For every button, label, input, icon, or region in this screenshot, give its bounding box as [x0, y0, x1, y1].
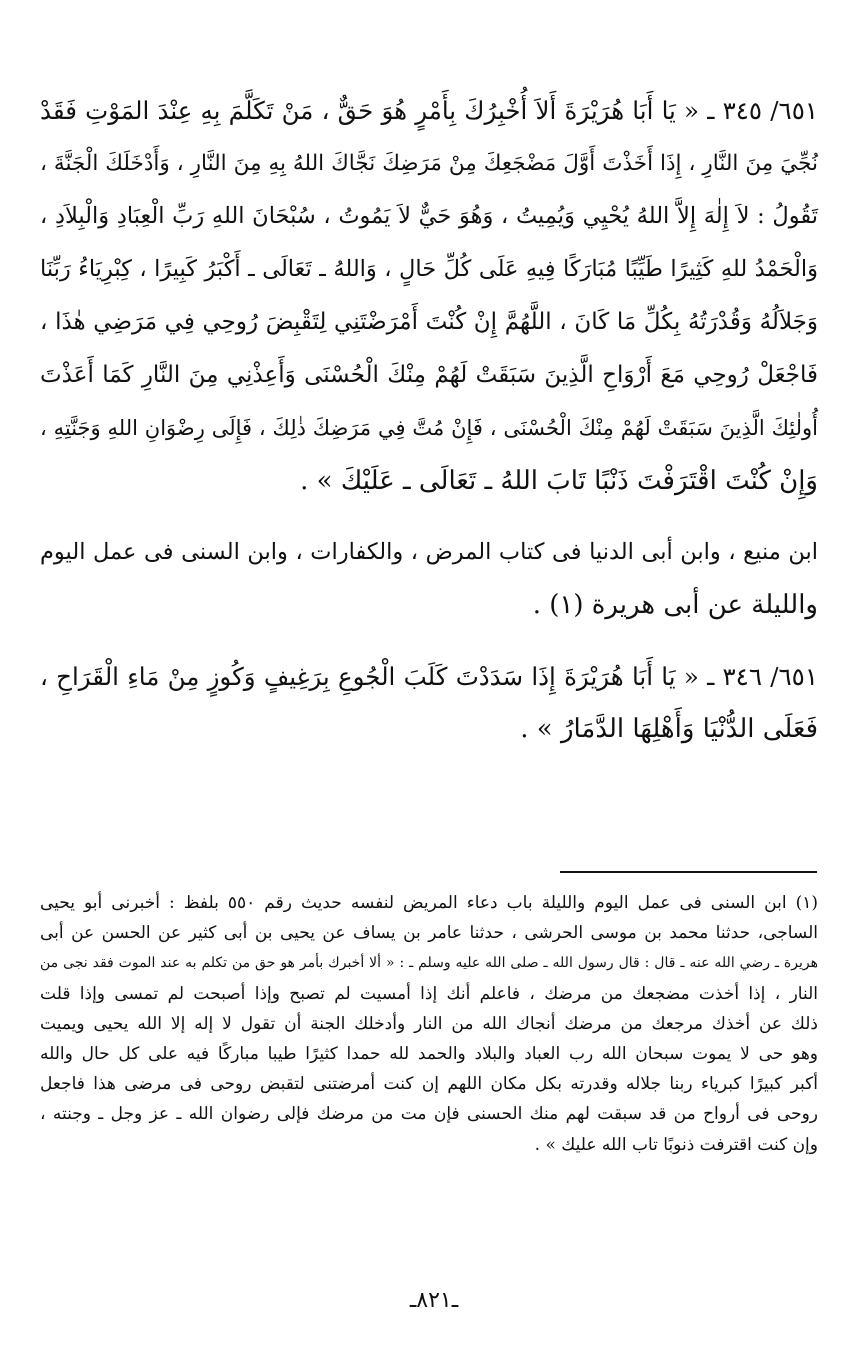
hadith-345: [40, 84, 818, 508]
source-attribution: [40, 526, 818, 632]
footnote-line: هريرة ـ رضي الله عنه ـ قال : قال رسول الله ـ صلى الله عليه وسلم ـ : « ألا أخبرك بأمر هو حق من تكلم به عند الموت فقد نجى من: [40, 955, 818, 972]
footnote-line: وإن كنت اقترفت ذنوبًا تاب الله عليك » .: [534, 1134, 818, 1155]
text-line: نُجِّيَ مِنَ النَّارِ ، إِذَا أَخَذْتَ أَوَّلَ مَضْجَعِكَ مِنْ مَرَضِكَ نَجَّاكَ اللهُ بِهِ مِنَ النَّارِ ، وَأَدْخَلَكَ الْجَنَّةَ ،: [40, 151, 818, 176]
footnote-divider: [560, 871, 817, 873]
text-line: وَالْحَمْدُ للهِ كَثِيرًا طَيِّبًا مُبَارَكًا فِيهِ عَلَى كُلِّ حَالٍ ، وَاللهُ ـ تَعَالَى ـ أَكْبَرُ كَبِيرًا ، كِبْرِيَاءُ رَبِّنَا: [40, 256, 818, 282]
footnote-line: الساجى، حدثنا محمد بن موسى الحرشى ، حدثنا عامر بن يساف عن يحيى بن أبى كثير عن الحسن عن أبى: [40, 923, 818, 944]
footnote-line: النار ، إذا أخذت مضجعك من مرضك ، فاعلم أنك إذا أمسيت لم تصبح وإذا أصبحت لم تمسى وإذا قلت: [40, 983, 818, 1004]
text-line: تَقُولُ : لاَ إِلٰهَ إِلاَّ اللهُ يُحْيِي وَيُمِيتُ ، وَهُوَ حَيٌّ لاَ يَمُوتُ ، سُبْحَانَ اللهِ رَبِّ الْعِبَادِ وَالْبِلاَدِ ،: [40, 203, 818, 229]
text-line: ٦٥١/ ٣٤٥ ـ « يَا أَبَا هُرَيْرَةَ أَلاَ أُخْبِرُكَ بِأَمْرٍ هُوَ حَقٌّ ، مَنْ تَكَلَّمَ بِهِ عِنْدَ المَوْتِ فَقَدْ: [40, 96, 819, 125]
text-line: والليلة عن أبى هريرة (١) .: [532, 590, 818, 620]
main-text: [40, 84, 818, 756]
footnote-line: روحى فى أرواح من قد سبقت لهم منك الحسنى فإن مت من مرضك فإلى رضوان الله ـ عز وجل ـ وجنته ،: [40, 1104, 818, 1125]
text-line: وَإِنْ كُنْتَ اقْتَرَفْتَ ذَنْبًا تَابَ اللهُ ـ تَعَالَى ـ عَلَيْكَ » .: [300, 466, 818, 496]
text-line: وَجَلاَلُهُ وَقُدْرَتُهُ بِكُلِّ مَا كَانَ ، اللَّهُمَّ إِنْ كُنْتَ أَمْرَضْتَنِي لِتَقْبِضَ رُوحِي فِي مَرَضِي هٰذَا ،: [40, 309, 818, 335]
footnote-line: أكبر كبيرًا كبرياء ربنا جلاله وقدرته بكل مكان اللهم إن كنت أمرضتنى لتقبض روحى فى مرضى هذا فاجعل: [40, 1074, 819, 1095]
text-line: ٦٥١/ ٣٤٦ ـ « يَا أَبَا هُرَيْرَةَ إِذَا سَدَدْتَ كَلَبَ الْجُوعِ بِرَغِيفٍ وَكُوزٍ مِنْ مَاءِ الْقَرَاحِ ،: [40, 662, 818, 691]
text-line: فَعَلَى الدُّنْيَا وَأَهْلِهَا الدَّمَارُ » .: [520, 714, 818, 744]
hadith-346: [40, 650, 818, 756]
text-line: فَاجْعَلْ رُوحِي مَعَ أَرْوَاحِ الَّذِينَ سَبَقَتْ لَهُمْ مِنْكَ الْحُسْنَى وَأَعِذْنِي مِنَ النَّارِ كَمَا أَعَذْتَ: [40, 362, 818, 388]
text-line: أُولٰئِكَ الَّذِينَ سَبَقَتْ لَهُمْ مِنْكَ الْحُسْنَى ، فَإِنْ مُتَّ فِي مَرَضِكَ ذٰلِكَ ، فَإِلَى رِضْوَانِ اللهِ وَجَنَّتِهِ ،: [40, 416, 818, 440]
footnote: [40, 888, 818, 1160]
footnote-line: (١) ابن السنى فى عمل اليوم والليلة باب دعاء المريض لنفسه حديث رقم ٥٥٠ بلفظ : أخبرنى أبو يحيى: [40, 893, 819, 913]
page-number: ـ٨٢١ـ: [409, 1288, 459, 1313]
text-line: ابن منيع ، وابن أبى الدنيا فى كتاب المرض ، والكفارات ، وابن السنى فى عمل اليوم: [40, 539, 818, 565]
footnote-line: ذلك عن أخذك مرجعك من مرضك أنجاك الله من النار وأدخلك الجنة أن تقول لا إله إلا الله يحيى ويميت: [40, 1013, 818, 1034]
footnote-line: وهو حى لا يموت سبحان الله رب العباد والبلاد والحمد لله حمدا كثيرًا طيبا مباركًا فيه على كل حال والله: [40, 1043, 818, 1064]
